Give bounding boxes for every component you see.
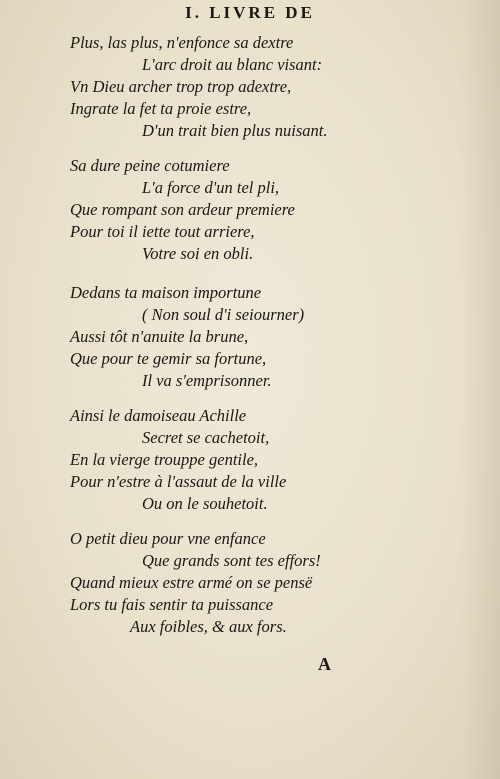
verse-line: Pour toi il iette tout arriere, bbox=[70, 222, 255, 241]
stanza-5 bbox=[70, 528, 490, 638]
verse-line: Sa dure peine cotumiere bbox=[70, 156, 230, 175]
verse-line: Ou on le souhetoit. bbox=[142, 494, 268, 513]
verse-line: Ainsi le damoiseau Achille bbox=[70, 406, 247, 425]
stanza-4 bbox=[70, 405, 490, 515]
stanza-1 bbox=[70, 32, 490, 142]
verse-line: En la vierge trouppe gentile, bbox=[70, 450, 259, 469]
verse-line: Que rompant son ardeur premiere bbox=[70, 200, 295, 219]
verse-line: ( Non soul d'i seiourner) bbox=[142, 305, 305, 324]
verse-line: Secret se cachetoit, bbox=[142, 428, 270, 447]
verse-line: Aussi tôt n'anuite la brune, bbox=[70, 327, 249, 346]
verse-line: Votre soi en obli. bbox=[142, 244, 254, 263]
verse-line: Dedans ta maison importune bbox=[70, 283, 262, 302]
verse-line: O petit dieu pour vne enfance bbox=[70, 529, 266, 548]
signature-mark: A bbox=[318, 654, 331, 674]
verse-line: L'a force d'un tel pli, bbox=[142, 178, 280, 197]
verse-line: Aux foibles, & aux fors. bbox=[130, 617, 287, 636]
verse-line: Quand mieux estre armé on se pensë bbox=[70, 573, 313, 592]
verse-line: D'un trait bien plus nuisant. bbox=[142, 121, 328, 140]
stanza-3 bbox=[70, 282, 490, 392]
verse-line: Vn Dieu archer trop trop adextre, bbox=[70, 77, 292, 96]
verse-line: L'arc droit au blanc visant: bbox=[142, 55, 323, 74]
verse-line: Il va s'emprisonner. bbox=[142, 371, 272, 390]
verse-line: Plus, las plus, n'enfonce sa dextre bbox=[70, 33, 294, 52]
verse-line: Lors tu fais sentir ta puissance bbox=[70, 595, 274, 614]
running-head: I. LIVRE DE bbox=[185, 3, 315, 22]
verse-line: Que grands sont tes effors! bbox=[142, 551, 321, 570]
verse-line: Ingrate la fet ta proie estre, bbox=[70, 99, 252, 118]
verse-line: Pour n'estre à l'assaut de la ville bbox=[70, 472, 287, 491]
verse-line: Que pour te gemir sa fortune, bbox=[70, 349, 267, 368]
stanza-2 bbox=[70, 155, 490, 265]
